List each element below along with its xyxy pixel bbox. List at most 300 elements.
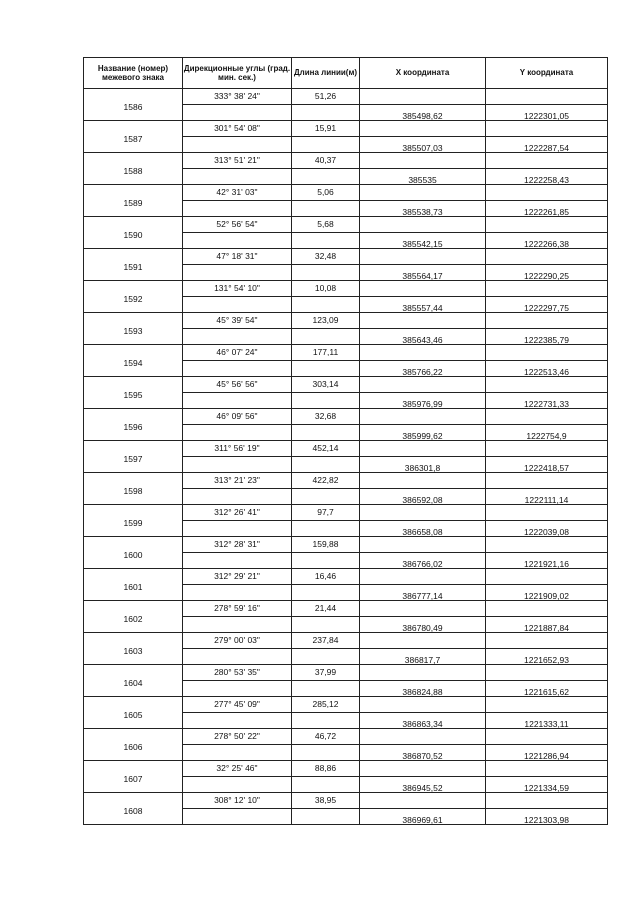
table-row <box>84 313 608 329</box>
direction-angle: 308° 12' 10" <box>214 795 260 805</box>
x-empty-cell <box>360 249 486 265</box>
y-coordinate: 1221286,94 <box>486 745 608 761</box>
angle-cell <box>183 569 292 585</box>
length-empty-cell <box>292 457 360 473</box>
y-coordinate: 1222297,75 <box>486 297 608 313</box>
y-empty-cell <box>486 537 608 553</box>
y-empty-cell <box>486 377 608 393</box>
direction-angle: 301° 54' 08" <box>214 123 260 133</box>
direction-angle: 46° 09' 56" <box>216 411 258 421</box>
table-row <box>84 473 608 489</box>
header-name: Название (номер) межевого знака <box>84 58 183 89</box>
angle-cell <box>183 505 292 521</box>
table-row <box>84 153 608 169</box>
table-row <box>84 89 608 105</box>
table-row <box>84 537 608 553</box>
header-length: Длина линии(м) <box>292 58 360 89</box>
header-angle: Дирекционные углы (град. мин. сек.) <box>183 58 292 89</box>
x-coordinate: 386817,7 <box>360 649 486 665</box>
length-empty-cell <box>292 329 360 345</box>
length-empty-cell <box>292 361 360 377</box>
x-coordinate: 385535 <box>360 169 486 185</box>
x-empty-cell <box>360 409 486 425</box>
length-cell <box>292 217 360 233</box>
table-row <box>84 281 608 297</box>
table-row <box>84 409 608 425</box>
angle-cell <box>183 633 292 649</box>
x-coordinate: 385643,46 <box>360 329 486 345</box>
angle-cell <box>183 441 292 457</box>
length-cell <box>292 249 360 265</box>
angle-cell <box>183 377 292 393</box>
y-empty-cell <box>486 505 608 521</box>
x-coordinate: 386592,08 <box>360 489 486 505</box>
y-empty-cell <box>486 281 608 297</box>
angle-cell <box>183 313 292 329</box>
table-row <box>84 793 608 809</box>
table-row <box>84 633 608 649</box>
x-empty-cell <box>360 793 486 809</box>
length-cell <box>292 121 360 137</box>
point-name-cell <box>84 121 183 153</box>
angle-cell <box>183 761 292 777</box>
point-name-cell <box>84 409 183 441</box>
length-cell <box>292 633 360 649</box>
y-empty-cell <box>486 793 608 809</box>
line-length: 159,88 <box>312 539 339 549</box>
point-name: 1591 <box>123 262 143 273</box>
angle-empty-cell <box>183 361 292 377</box>
x-coordinate: 385999,62 <box>360 425 486 441</box>
x-empty-cell <box>360 185 486 201</box>
angle-empty-cell <box>183 297 292 313</box>
x-coordinate: 385766,22 <box>360 361 486 377</box>
x-empty-cell <box>360 377 486 393</box>
direction-angle: 46° 07' 24" <box>216 347 258 357</box>
point-name-cell <box>84 89 183 121</box>
y-empty-cell <box>486 217 608 233</box>
angle-empty-cell <box>183 649 292 665</box>
point-name: 1587 <box>123 134 143 145</box>
angle-cell <box>183 153 292 169</box>
length-empty-cell <box>292 105 360 121</box>
line-length: 303,14 <box>312 379 339 389</box>
angle-empty-cell <box>183 521 292 537</box>
point-name: 1599 <box>123 518 143 529</box>
direction-angle: 333° 38' 24" <box>214 91 260 101</box>
direction-angle: 52° 56' 54" <box>216 219 258 229</box>
x-empty-cell <box>360 633 486 649</box>
table-row <box>84 345 608 361</box>
point-name-cell <box>84 249 183 281</box>
direction-angle: 131° 54' 10" <box>214 283 260 293</box>
point-name-cell <box>84 217 183 249</box>
direction-angle: 278° 59' 16" <box>214 603 260 613</box>
x-empty-cell <box>360 121 486 137</box>
point-name-cell <box>84 537 183 569</box>
table-header <box>84 58 608 89</box>
length-cell <box>292 473 360 489</box>
length-empty-cell <box>292 169 360 185</box>
table-row <box>84 505 608 521</box>
direction-angle: 313° 51' 21" <box>214 155 260 165</box>
line-length: 10,08 <box>314 283 337 293</box>
y-coordinate: 1221303,98 <box>486 809 608 825</box>
angle-empty-cell <box>183 169 292 185</box>
table-row <box>84 249 608 265</box>
angle-empty-cell <box>183 425 292 441</box>
angle-empty-cell <box>183 809 292 825</box>
length-empty-cell <box>292 521 360 537</box>
y-coordinate: 1222385,79 <box>486 329 608 345</box>
direction-angle: 277° 45' 09" <box>214 699 260 709</box>
x-empty-cell <box>360 441 486 457</box>
table-row <box>84 441 608 457</box>
table-row <box>84 697 608 713</box>
y-coordinate: 1222731,33 <box>486 393 608 409</box>
y-coordinate: 1222301,05 <box>486 105 608 121</box>
x-coordinate: 386945,52 <box>360 777 486 793</box>
length-empty-cell <box>292 489 360 505</box>
point-name: 1588 <box>123 166 143 177</box>
x-empty-cell <box>360 665 486 681</box>
angle-empty-cell <box>183 265 292 281</box>
header-row <box>84 58 608 89</box>
line-length: 285,12 <box>312 699 339 709</box>
point-name-cell <box>84 729 183 761</box>
line-length: 37,99 <box>314 667 337 677</box>
x-empty-cell <box>360 313 486 329</box>
angle-cell <box>183 121 292 137</box>
y-coordinate: 1222111,14 <box>486 489 608 505</box>
x-coordinate: 385538,73 <box>360 201 486 217</box>
angle-empty-cell <box>183 457 292 473</box>
x-coordinate: 385564,17 <box>360 265 486 281</box>
length-empty-cell <box>292 137 360 153</box>
angle-cell <box>183 665 292 681</box>
x-empty-cell <box>360 761 486 777</box>
x-empty-cell <box>360 569 486 585</box>
angle-cell <box>183 249 292 265</box>
angle-cell <box>183 473 292 489</box>
y-empty-cell <box>486 185 608 201</box>
table-row <box>84 601 608 617</box>
coordinates-table <box>83 57 608 825</box>
length-cell <box>292 377 360 393</box>
x-coordinate: 385976,99 <box>360 393 486 409</box>
x-coordinate: 386870,52 <box>360 745 486 761</box>
point-name: 1595 <box>123 390 143 401</box>
line-length: 38,95 <box>314 795 337 805</box>
angle-empty-cell <box>183 393 292 409</box>
line-length: 40,37 <box>314 155 337 165</box>
line-length: 237,84 <box>312 635 339 645</box>
line-length: 97,7 <box>317 507 334 517</box>
point-name-cell <box>84 569 183 601</box>
line-length: 177,11 <box>312 347 339 357</box>
x-empty-cell <box>360 473 486 489</box>
length-cell <box>292 793 360 809</box>
table-row <box>84 377 608 393</box>
length-empty-cell <box>292 809 360 825</box>
direction-angle: 312° 26' 41" <box>214 507 260 517</box>
angle-empty-cell <box>183 201 292 217</box>
y-coordinate: 1221334,59 <box>486 777 608 793</box>
x-empty-cell <box>360 89 486 105</box>
y-coordinate: 1221921,16 <box>486 553 608 569</box>
table-row <box>84 729 608 745</box>
direction-angle: 311° 56' 19" <box>214 443 260 453</box>
point-name: 1594 <box>123 358 143 369</box>
point-name-cell <box>84 377 183 409</box>
direction-angle: 313° 21' 23" <box>214 475 260 485</box>
point-name-cell <box>84 345 183 377</box>
point-name: 1592 <box>123 294 143 305</box>
x-coordinate: 386301,8 <box>360 457 486 473</box>
x-coordinate: 385557,44 <box>360 297 486 313</box>
angle-cell <box>183 185 292 201</box>
point-name-cell <box>84 761 183 793</box>
length-empty-cell <box>292 585 360 601</box>
x-empty-cell <box>360 505 486 521</box>
y-coordinate: 1222261,85 <box>486 201 608 217</box>
line-length: 88,86 <box>314 763 337 773</box>
point-name: 1601 <box>123 582 143 593</box>
y-coordinate: 1221615,62 <box>486 681 608 697</box>
y-empty-cell <box>486 665 608 681</box>
x-coordinate: 385498,62 <box>360 105 486 121</box>
line-length: 422,82 <box>312 475 339 485</box>
point-name: 1600 <box>123 550 143 561</box>
x-empty-cell <box>360 281 486 297</box>
point-name-cell <box>84 665 183 697</box>
x-empty-cell <box>360 345 486 361</box>
direction-angle: 42° 31' 03" <box>216 187 258 197</box>
point-name: 1596 <box>123 422 143 433</box>
y-coordinate: 1222287,54 <box>486 137 608 153</box>
y-empty-cell <box>486 153 608 169</box>
direction-angle: 312° 28' 31" <box>214 539 260 549</box>
y-coordinate: 1222290,25 <box>486 265 608 281</box>
y-coordinate: 1222266,38 <box>486 233 608 249</box>
y-coordinate: 1222513,46 <box>486 361 608 377</box>
point-name: 1604 <box>123 678 143 689</box>
length-cell <box>292 569 360 585</box>
point-name-cell <box>84 505 183 537</box>
table-row <box>84 185 608 201</box>
line-length: 123,09 <box>312 315 339 325</box>
angle-empty-cell <box>183 233 292 249</box>
point-name-cell <box>84 441 183 473</box>
length-cell <box>292 89 360 105</box>
length-empty-cell <box>292 681 360 697</box>
line-length: 15,91 <box>314 123 337 133</box>
y-coordinate: 1222418,57 <box>486 457 608 473</box>
y-empty-cell <box>486 121 608 137</box>
x-coordinate: 386863,34 <box>360 713 486 729</box>
angle-empty-cell <box>183 585 292 601</box>
table-row <box>84 569 608 585</box>
angle-cell <box>183 537 292 553</box>
line-length: 32,68 <box>314 411 337 421</box>
angle-empty-cell <box>183 489 292 505</box>
x-empty-cell <box>360 697 486 713</box>
y-empty-cell <box>486 313 608 329</box>
length-cell <box>292 345 360 361</box>
direction-angle: 45° 56' 56" <box>216 379 258 389</box>
length-cell <box>292 761 360 777</box>
angle-empty-cell <box>183 681 292 697</box>
point-name: 1603 <box>123 646 143 657</box>
point-name: 1602 <box>123 614 143 625</box>
angle-cell <box>183 601 292 617</box>
angle-empty-cell <box>183 745 292 761</box>
y-empty-cell <box>486 761 608 777</box>
length-empty-cell <box>292 393 360 409</box>
length-cell <box>292 441 360 457</box>
angle-empty-cell <box>183 329 292 345</box>
point-name-cell <box>84 153 183 185</box>
line-length: 16,46 <box>314 571 337 581</box>
line-length: 46,72 <box>314 731 337 741</box>
length-cell <box>292 729 360 745</box>
line-length: 51,26 <box>314 91 337 101</box>
line-length: 452,14 <box>312 443 339 453</box>
direction-angle: 47° 18' 31" <box>216 251 258 261</box>
x-empty-cell <box>360 153 486 169</box>
y-coordinate: 1221909,02 <box>486 585 608 601</box>
line-length: 5,06 <box>317 187 334 197</box>
direction-angle: 280° 53' 35" <box>214 667 260 677</box>
x-empty-cell <box>360 537 486 553</box>
point-name-cell <box>84 633 183 665</box>
point-name: 1607 <box>123 774 143 785</box>
line-length: 21,44 <box>314 603 337 613</box>
direction-angle: 32° 25' 46" <box>216 763 258 773</box>
angle-cell <box>183 217 292 233</box>
x-empty-cell <box>360 601 486 617</box>
x-empty-cell <box>360 729 486 745</box>
length-empty-cell <box>292 425 360 441</box>
length-cell <box>292 313 360 329</box>
direction-angle: 45° 39' 54" <box>216 315 258 325</box>
angle-cell <box>183 89 292 105</box>
length-empty-cell <box>292 553 360 569</box>
x-coordinate: 385542,15 <box>360 233 486 249</box>
length-cell <box>292 697 360 713</box>
x-coordinate: 386766,02 <box>360 553 486 569</box>
x-coordinate: 386824,88 <box>360 681 486 697</box>
table-row <box>84 217 608 233</box>
length-empty-cell <box>292 649 360 665</box>
y-empty-cell <box>486 601 608 617</box>
boundary-points-sheet <box>83 57 607 846</box>
point-name: 1590 <box>123 230 143 241</box>
y-coordinate: 1222754,9 <box>486 425 608 441</box>
point-name: 1605 <box>123 710 143 721</box>
length-cell <box>292 665 360 681</box>
point-name: 1586 <box>123 102 143 113</box>
y-coordinate: 1221652,93 <box>486 649 608 665</box>
point-name: 1598 <box>123 486 143 497</box>
y-empty-cell <box>486 441 608 457</box>
length-cell <box>292 505 360 521</box>
y-empty-cell <box>486 697 608 713</box>
length-empty-cell <box>292 617 360 633</box>
table-row <box>84 121 608 137</box>
y-empty-cell <box>486 633 608 649</box>
line-length: 5,68 <box>317 219 334 229</box>
length-cell <box>292 409 360 425</box>
length-cell <box>292 281 360 297</box>
y-empty-cell <box>486 473 608 489</box>
table-body <box>84 89 608 825</box>
y-empty-cell <box>486 569 608 585</box>
point-name-cell <box>84 185 183 217</box>
length-empty-cell <box>292 777 360 793</box>
angle-cell <box>183 729 292 745</box>
point-name: 1589 <box>123 198 143 209</box>
angle-empty-cell <box>183 777 292 793</box>
point-name: 1606 <box>123 742 143 753</box>
y-coordinate: 1222039,08 <box>486 521 608 537</box>
point-name-cell <box>84 601 183 633</box>
header-x: X координата <box>360 58 486 89</box>
y-empty-cell <box>486 249 608 265</box>
y-empty-cell <box>486 729 608 745</box>
y-coordinate: 1221887,84 <box>486 617 608 633</box>
direction-angle: 312° 29' 21" <box>214 571 260 581</box>
header-y: Y координата <box>486 58 608 89</box>
angle-cell <box>183 697 292 713</box>
point-name: 1608 <box>123 806 143 817</box>
angle-cell <box>183 409 292 425</box>
y-coordinate: 1221333,11 <box>486 713 608 729</box>
angle-empty-cell <box>183 617 292 633</box>
y-empty-cell <box>486 345 608 361</box>
x-coordinate: 386780,49 <box>360 617 486 633</box>
x-coordinate: 386969,61 <box>360 809 486 825</box>
length-empty-cell <box>292 297 360 313</box>
point-name: 1597 <box>123 454 143 465</box>
angle-cell <box>183 281 292 297</box>
point-name-cell <box>84 281 183 313</box>
angle-empty-cell <box>183 105 292 121</box>
x-coordinate: 386777,14 <box>360 585 486 601</box>
angle-empty-cell <box>183 713 292 729</box>
length-cell <box>292 601 360 617</box>
x-coordinate: 386658,08 <box>360 521 486 537</box>
angle-empty-cell <box>183 137 292 153</box>
length-empty-cell <box>292 265 360 281</box>
x-empty-cell <box>360 217 486 233</box>
line-length: 32,48 <box>314 251 337 261</box>
length-empty-cell <box>292 713 360 729</box>
point-name-cell <box>84 473 183 505</box>
length-cell <box>292 153 360 169</box>
length-cell <box>292 185 360 201</box>
length-empty-cell <box>292 745 360 761</box>
direction-angle: 279° 00' 03" <box>214 635 260 645</box>
y-empty-cell <box>486 409 608 425</box>
angle-cell <box>183 793 292 809</box>
length-empty-cell <box>292 233 360 249</box>
point-name-cell <box>84 313 183 345</box>
table-row <box>84 761 608 777</box>
point-name-cell <box>84 697 183 729</box>
point-name-cell <box>84 793 183 825</box>
angle-empty-cell <box>183 553 292 569</box>
